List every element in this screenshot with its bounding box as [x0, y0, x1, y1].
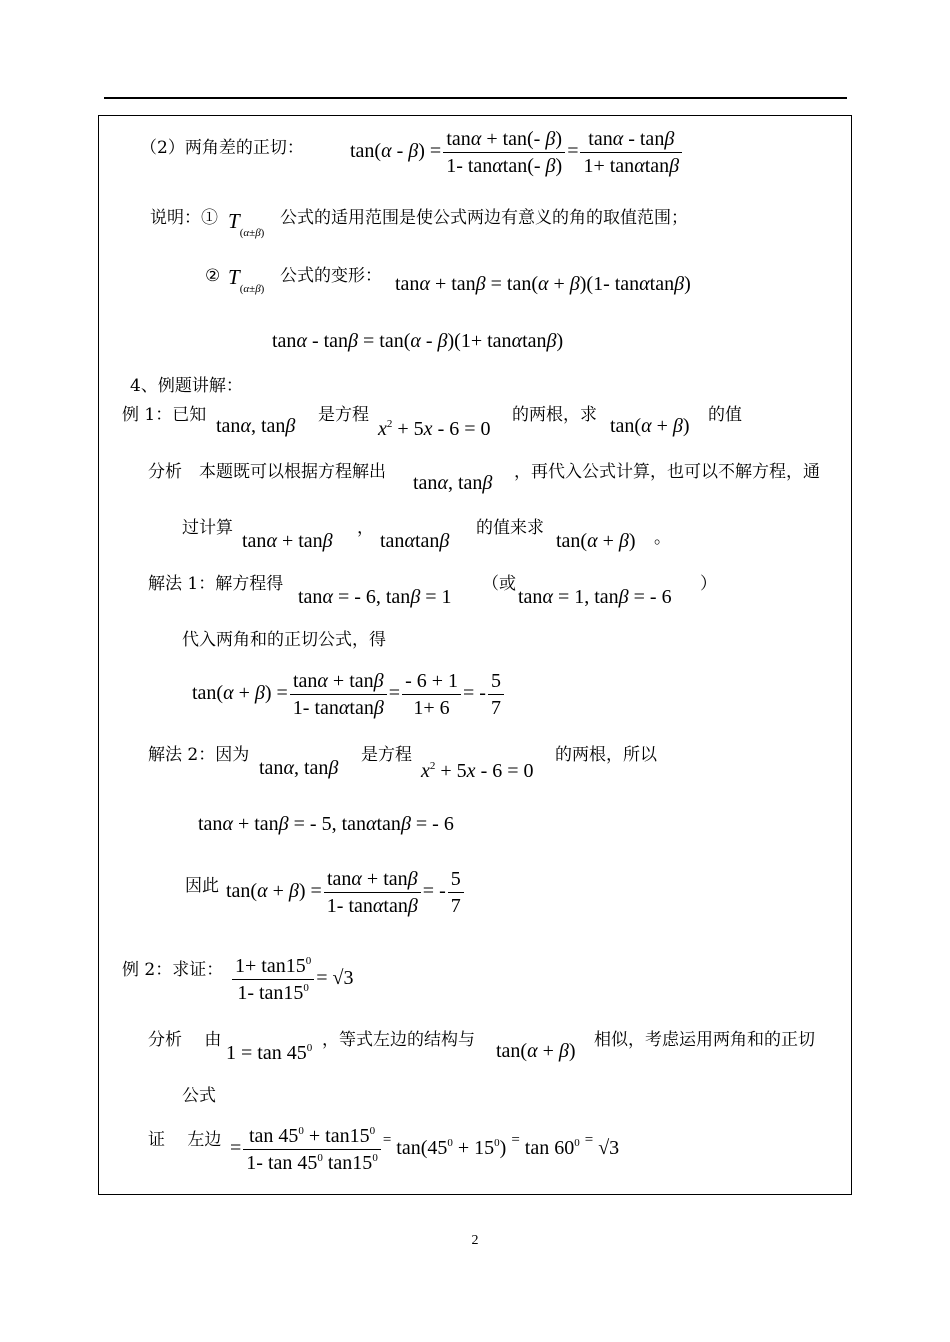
formula-sum-variant: tanα + tanβ = tan(α + β)(1- tanαtanβ)	[395, 273, 691, 295]
analysis1-a: 分析 本题既可以根据方程解出	[148, 462, 386, 482]
analysis2-target: tan(α + β)	[496, 1040, 576, 1062]
sol2-label: 解法 2：因为	[148, 745, 250, 765]
section-title: 4、例题讲解：	[130, 376, 243, 396]
sol2-vieta: tanα + tanβ = - 5, tanαtanβ = - 6	[198, 813, 454, 835]
analysis2-c: 相似，考虑运用两角和的正切	[594, 1030, 815, 1050]
sol2-formula: tan(α + β) = $\frac{\tan\alpha + \tan\beta}{1- \tan\alpha\tan\beta}$ = - $\frac{5}{7}$	[226, 868, 466, 917]
analysis1-e: 的值来求	[476, 518, 544, 538]
tangent-difference-label: （2）两角差的正切：	[140, 138, 304, 158]
proof-label: 证 左边	[148, 1130, 222, 1150]
T-symbol-2: $T_{(\alpha\pm\beta)}$	[228, 265, 265, 295]
ex1-equation: $x^2 + 5x - 6 = 0$	[378, 418, 491, 440]
analysis1-tan-pair: tanα, tanβ	[413, 472, 493, 494]
ex1-mid2: 的两根，求	[512, 405, 597, 425]
analysis1-target: tan(α + β)	[556, 530, 636, 552]
sol1-formula: tan(α + β) = $\frac{\tan\alpha + \tan\beta}{1- \tan\alpha\tan\beta}$ = $\frac{- 6 + 1}{1+ 6}$ = - $\frac{5}{7}$	[192, 670, 506, 719]
sol1-or-open: （或	[482, 574, 516, 594]
analysis2-a: 分析 由	[148, 1030, 222, 1050]
sol2-end: 的两根，所以	[555, 745, 657, 765]
analysis1-product: tanαtanβ	[380, 530, 450, 552]
analysis2-d: 公式	[182, 1086, 216, 1106]
analysis1-f: 。	[654, 528, 671, 548]
sol1-or-close: ）	[700, 574, 717, 594]
analysis1-b: ，再代入公式计算，也可以不解方程，通	[514, 462, 820, 482]
sol1-line2: 代入两角和的正切公式，得	[182, 630, 386, 650]
sol2-mid: 是方程	[361, 745, 412, 765]
analysis1-sum: tanα + tanβ	[242, 530, 333, 552]
sol2-tan-pair: tanα, tanβ	[259, 757, 339, 779]
formula-difference-variant: tanα - tanβ = tan(α - β)(1+ tanαtanβ)	[272, 330, 564, 352]
header-rule	[104, 97, 847, 99]
proof-formula: = $\frac{\tan 45^0 + \tan 15^0}{1- \tan 45^0 \tan 15^0}$ = $\tan(45^0 + 15^0)$ = $\tan 60^0$ = √3	[230, 1125, 620, 1174]
analysis1-c: 过计算	[182, 518, 233, 538]
note-2-text: 公式的变形：	[280, 266, 382, 286]
analysis2-identity: $1 = \tan 45^0$	[226, 1042, 313, 1064]
sol1-roots: tanα = - 6, tanβ = 1	[298, 586, 452, 608]
hence-label: 因此	[185, 876, 219, 896]
sol1-label: 解法 1：解方程得	[148, 574, 284, 594]
analysis1-d: ，	[357, 518, 374, 538]
ex1-label: 例 1：已知	[122, 405, 207, 425]
ex2-label: 例 2：求证：	[122, 960, 224, 980]
ex1-end: 的值	[708, 405, 742, 425]
note-1-text: 公式的适用范围是使公式两边有意义的角的取值范围；	[280, 208, 688, 228]
ex1-tan-pair: tanα, tanβ	[216, 415, 296, 437]
analysis2-b: ，等式左边的结构与	[322, 1030, 475, 1050]
sol1-roots-alt: tanα = 1, tanβ = - 6	[518, 586, 672, 608]
page-number: 2	[471, 1233, 479, 1248]
ex1-target: tan(α + β)	[610, 415, 690, 437]
formula-tan-difference: tan(α - β) = $\frac{\tan\alpha + \tan(- \beta)}{1- \tan\alpha\tan(- \beta)}$ = $\frac{\tan\alpha - \tan\beta}{1+ \tan\alpha\tan\beta}$	[350, 128, 684, 177]
note-2-circle: ②	[205, 266, 221, 286]
ex2-statement: $\frac{1+ \tan 15^0}{1- \tan 15^0}$ = √3	[230, 955, 353, 1004]
note-label: 说明：①	[150, 208, 218, 228]
sol2-equation: $x^2 + 5x - 6 = 0$	[421, 760, 534, 782]
T-symbol-1: $T_{(\alpha\pm\beta)}$	[228, 209, 265, 239]
ex1-mid: 是方程	[318, 405, 369, 425]
